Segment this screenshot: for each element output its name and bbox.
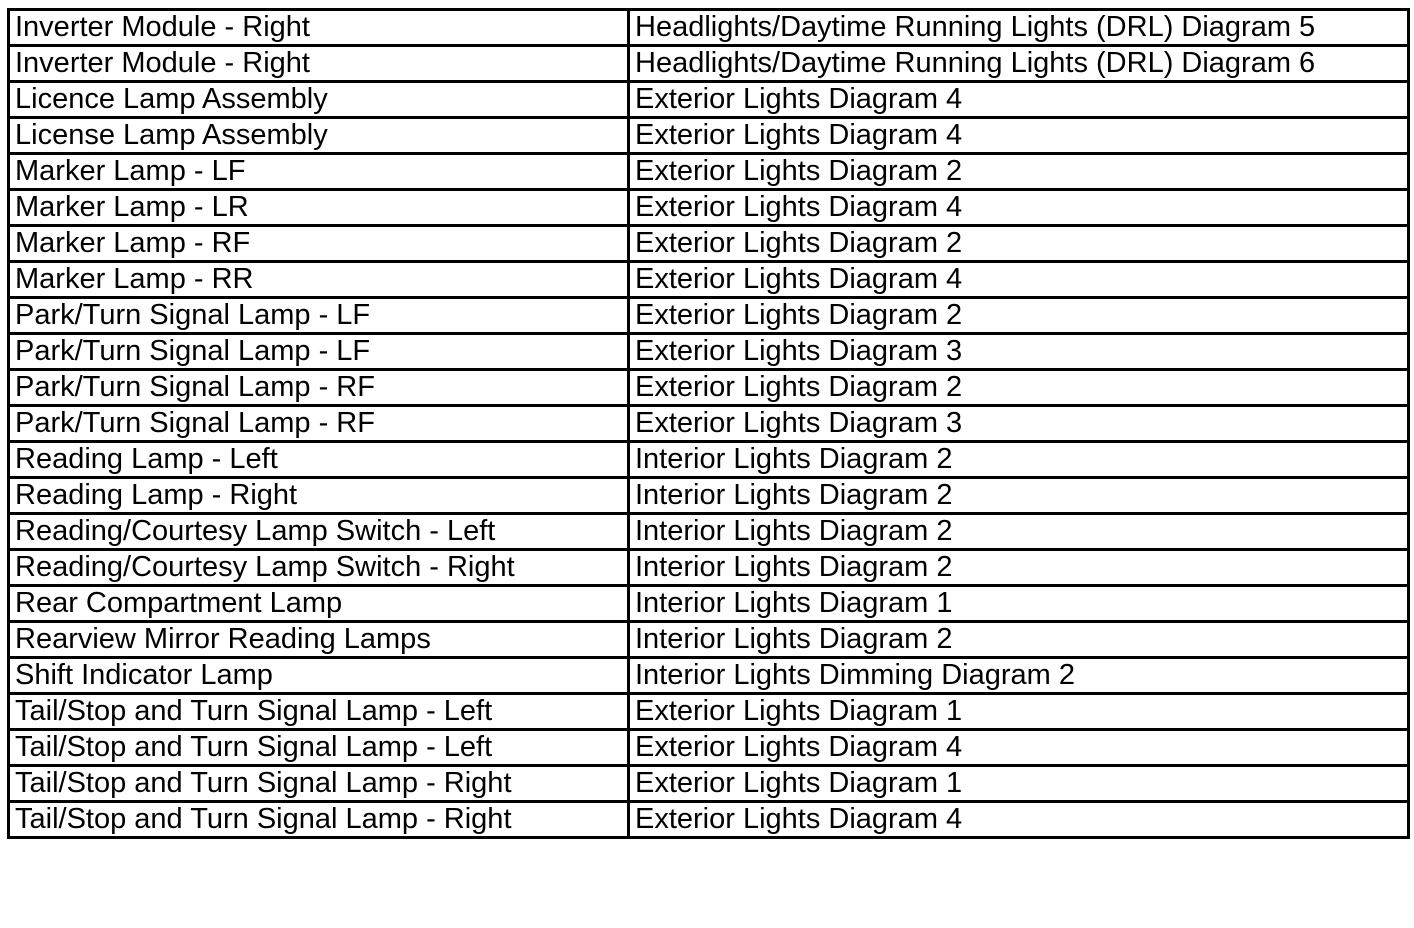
table-row xyxy=(9,10,1409,46)
diagram-reference-cell: Headlights/Daytime Running Lights (DRL) Diagram 5 xyxy=(629,10,1409,46)
table-row xyxy=(9,298,1409,334)
diagram-reference-cell: Exterior Lights Diagram 2 xyxy=(629,298,1409,334)
component-name-cell: Tail/Stop and Turn Signal Lamp - Left xyxy=(9,694,629,730)
component-name-cell: Park/Turn Signal Lamp - RF xyxy=(9,370,629,406)
diagram-reference-cell: Exterior Lights Diagram 4 xyxy=(629,730,1409,766)
diagram-reference-cell: Interior Lights Diagram 2 xyxy=(629,478,1409,514)
table-row xyxy=(9,334,1409,370)
diagram-reference-cell: Exterior Lights Diagram 4 xyxy=(629,118,1409,154)
table-row xyxy=(9,82,1409,118)
diagram-reference-cell: Interior Lights Diagram 2 xyxy=(629,550,1409,586)
component-name-cell: Tail/Stop and Turn Signal Lamp - Right xyxy=(9,766,629,802)
diagram-reference-cell: Exterior Lights Diagram 2 xyxy=(629,154,1409,190)
table-row xyxy=(9,766,1409,802)
component-name-cell: Tail/Stop and Turn Signal Lamp - Right xyxy=(9,802,629,838)
table-row xyxy=(9,802,1409,838)
diagram-reference-cell: Interior Lights Diagram 2 xyxy=(629,622,1409,658)
diagram-reference-cell: Exterior Lights Diagram 4 xyxy=(629,190,1409,226)
table-row xyxy=(9,442,1409,478)
table-row xyxy=(9,190,1409,226)
table-row xyxy=(9,658,1409,694)
table-row xyxy=(9,478,1409,514)
diagram-reference-cell: Exterior Lights Diagram 4 xyxy=(629,82,1409,118)
component-name-cell: Inverter Module - Right xyxy=(9,10,629,46)
component-name-cell: Reading Lamp - Right xyxy=(9,478,629,514)
table-body xyxy=(9,10,1409,838)
diagram-reference-cell: Interior Lights Diagram 1 xyxy=(629,586,1409,622)
diagram-reference-cell: Exterior Lights Diagram 3 xyxy=(629,334,1409,370)
component-name-cell: Reading/Courtesy Lamp Switch - Right xyxy=(9,550,629,586)
table-row xyxy=(9,406,1409,442)
diagram-reference-cell: Interior Lights Diagram 2 xyxy=(629,442,1409,478)
table-row xyxy=(9,262,1409,298)
component-name-cell: Marker Lamp - RR xyxy=(9,262,629,298)
component-name-cell: Park/Turn Signal Lamp - LF xyxy=(9,334,629,370)
diagram-reference-cell: Exterior Lights Diagram 4 xyxy=(629,802,1409,838)
component-name-cell: Park/Turn Signal Lamp - LF xyxy=(9,298,629,334)
component-name-cell: Licence Lamp Assembly xyxy=(9,82,629,118)
component-name-cell: License Lamp Assembly xyxy=(9,118,629,154)
diagram-reference-cell: Exterior Lights Diagram 2 xyxy=(629,370,1409,406)
table-row xyxy=(9,154,1409,190)
table-row xyxy=(9,694,1409,730)
table-row xyxy=(9,730,1409,766)
diagram-reference-cell: Interior Lights Dimming Diagram 2 xyxy=(629,658,1409,694)
diagram-reference-cell: Exterior Lights Diagram 2 xyxy=(629,226,1409,262)
diagram-reference-cell: Exterior Lights Diagram 3 xyxy=(629,406,1409,442)
table-row xyxy=(9,118,1409,154)
table-row xyxy=(9,586,1409,622)
table-row xyxy=(9,550,1409,586)
table-row xyxy=(9,370,1409,406)
table-row xyxy=(9,46,1409,82)
diagram-reference-cell: Exterior Lights Diagram 4 xyxy=(629,262,1409,298)
component-name-cell: Tail/Stop and Turn Signal Lamp - Left xyxy=(9,730,629,766)
diagram-reference-cell: Exterior Lights Diagram 1 xyxy=(629,694,1409,730)
component-name-cell: Inverter Module - Right xyxy=(9,46,629,82)
component-name-cell: Rearview Mirror Reading Lamps xyxy=(9,622,629,658)
table-row xyxy=(9,514,1409,550)
component-name-cell: Marker Lamp - LR xyxy=(9,190,629,226)
component-name-cell: Marker Lamp - RF xyxy=(9,226,629,262)
component-name-cell: Park/Turn Signal Lamp - RF xyxy=(9,406,629,442)
component-name-cell: Rear Compartment Lamp xyxy=(9,586,629,622)
component-name-cell: Reading/Courtesy Lamp Switch - Left xyxy=(9,514,629,550)
component-name-cell: Reading Lamp - Left xyxy=(9,442,629,478)
table-row xyxy=(9,622,1409,658)
component-diagram-table xyxy=(7,8,1410,839)
component-name-cell: Shift Indicator Lamp xyxy=(9,658,629,694)
diagram-reference-cell: Headlights/Daytime Running Lights (DRL) Diagram 6 xyxy=(629,46,1409,82)
diagram-reference-cell: Interior Lights Diagram 2 xyxy=(629,514,1409,550)
diagram-reference-cell: Exterior Lights Diagram 1 xyxy=(629,766,1409,802)
component-name-cell: Marker Lamp - LF xyxy=(9,154,629,190)
table-row xyxy=(9,226,1409,262)
